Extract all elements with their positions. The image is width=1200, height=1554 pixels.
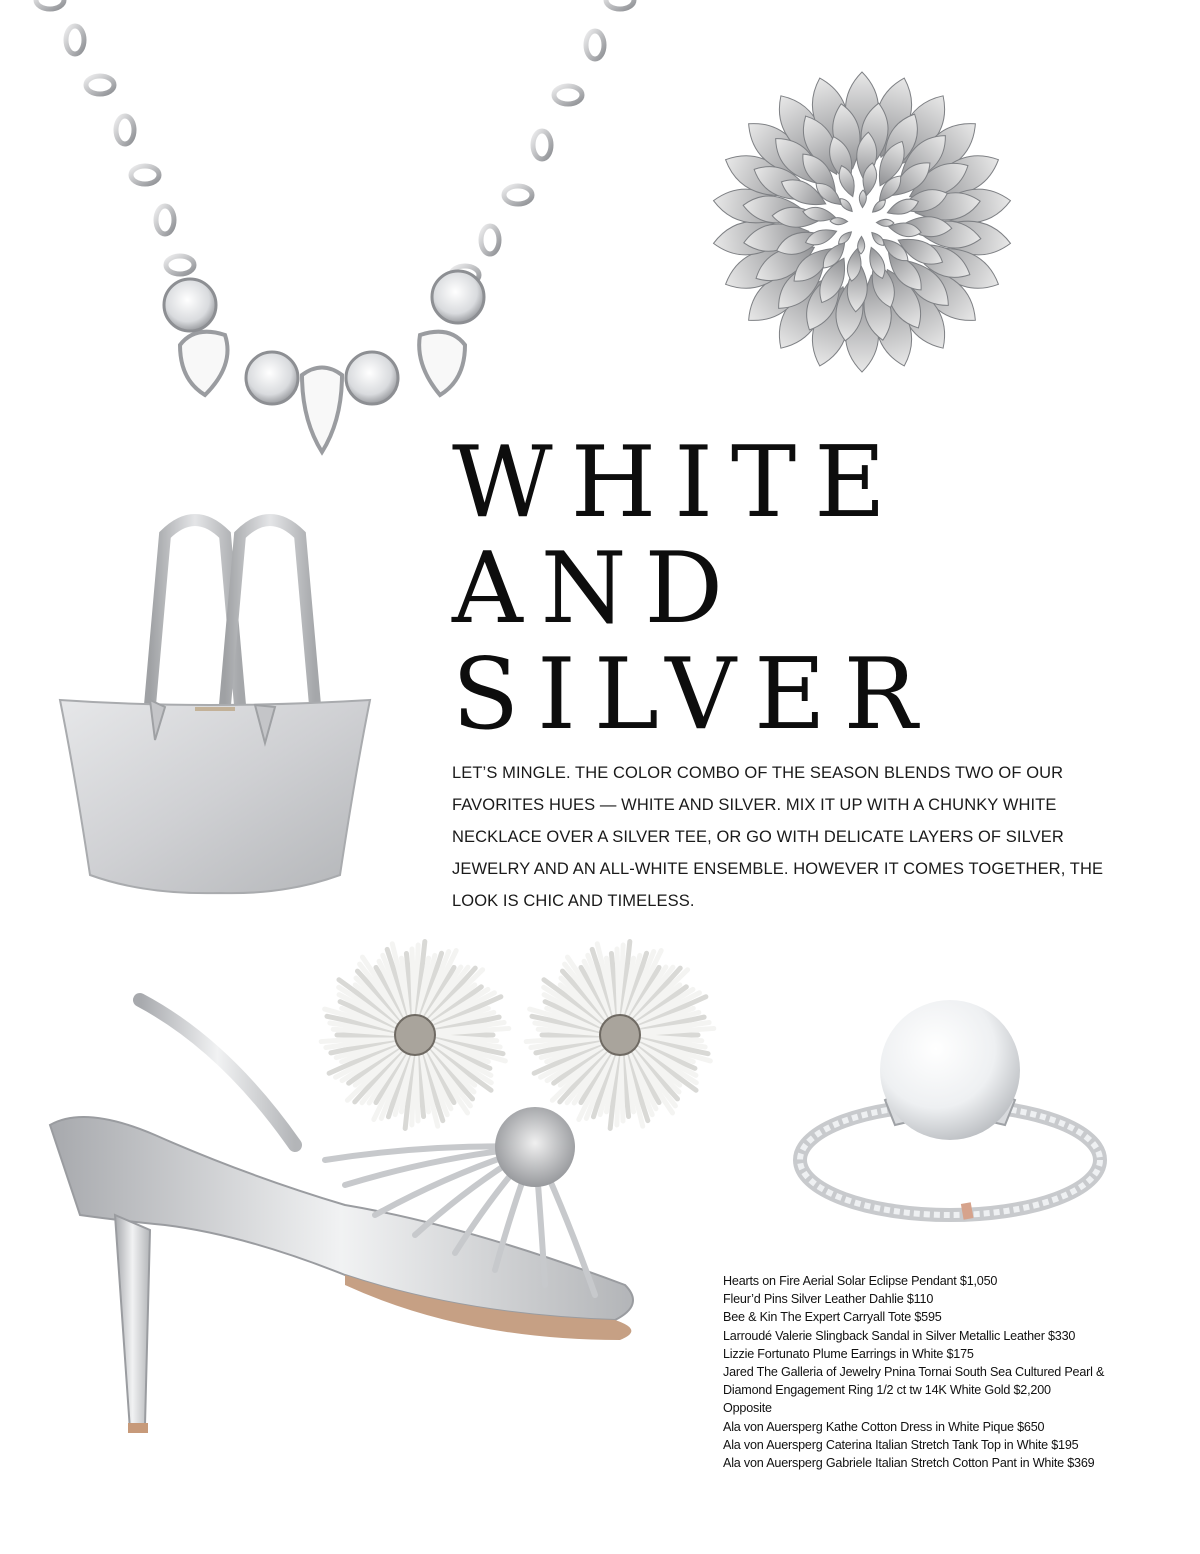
headline-line-2: AND (452, 532, 742, 646)
product-credits (723, 1272, 1123, 1472)
headline (452, 426, 1012, 752)
credit-line: Ala von Auersperg Caterina Italian Stretch Tank Top in White $195 (723, 1437, 1079, 1452)
credit-line: Opposite (723, 1401, 772, 1416)
credit-line: Lizzie Fortunato Plume Earrings in White $175 (723, 1346, 974, 1361)
credit-line: Ala von Auersperg Gabriele Italian Stretch Cotton Pant in White $369 (723, 1456, 1095, 1471)
intro-paragraph: LET’S MINGLE. THE COLOR COMBO OF THE SEASON BLENDS TWO OF OUR FAVORITES HUES — WHITE AND SILVER. MIX IT UP WITH A CHUNKY WHITE NECKLACE OVER A SILVER TEE, OR GO WITH DELICATE LAYERS OF SILVER JEWELRY AND AN ALL-WHITE ENSEMBLE. HOWEVER IT COMES TOGETHER, THE LOOK IS CHIC AND TIMELESS. (452, 764, 1104, 910)
credit-line: Fleur’d Pins Silver Leather Dahlie $110 (723, 1292, 934, 1307)
credit-line: Bee & Kin The Expert Carryall Tote $595 (723, 1310, 942, 1325)
necklace-image (20, 0, 660, 470)
credit-line: Diamond Engagement Ring 1/2 ct tw 14K White Gold $2,200 (723, 1383, 1051, 1398)
headline-line-3: SILVER (452, 638, 936, 752)
pearl-ring-image (790, 1000, 1110, 1240)
sandal-image (45, 985, 665, 1465)
credit-line: Hearts on Fire Aerial Solar Eclipse Pendant $1,050 (723, 1274, 998, 1288)
dahlia-pin-image (690, 40, 1050, 400)
credit-line: Larroudé Valerie Slingback Sandal in Silver Metallic Leather $330 (723, 1328, 1076, 1343)
credit-line: Ala von Auersperg Kathe Cotton Dress in White Pique $650 (723, 1419, 1045, 1434)
tote-bag-image (55, 515, 385, 895)
credit-line: Jared The Galleria of Jewelry Pnina Tornai South Sea Cultured Pearl & (723, 1365, 1105, 1380)
headline-line-1: WHITE (452, 426, 904, 540)
